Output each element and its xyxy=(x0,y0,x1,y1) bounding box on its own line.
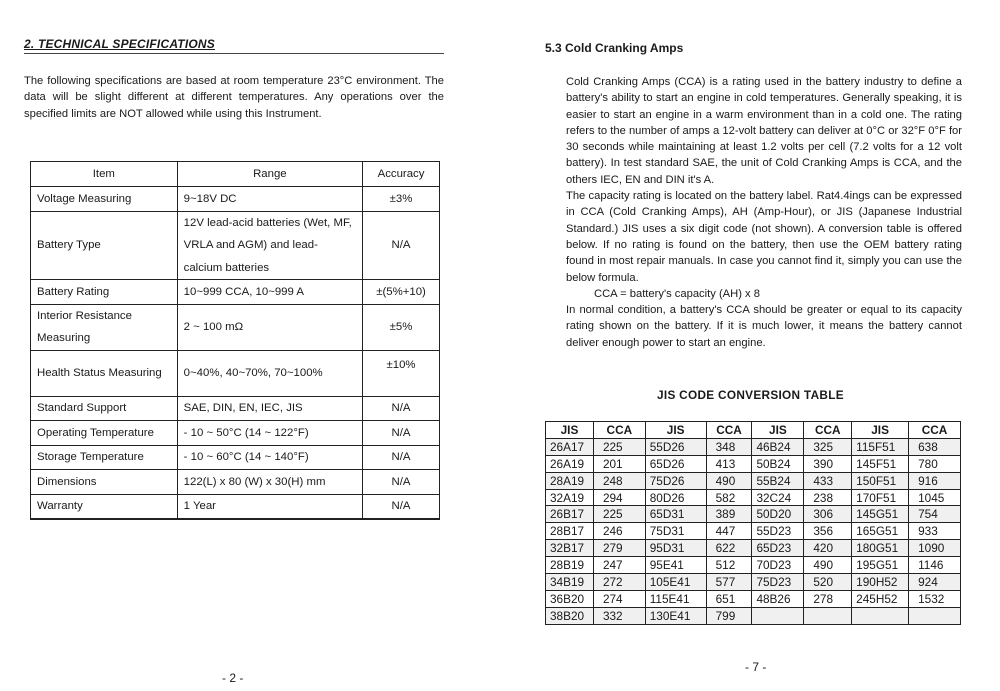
cca-value-cell: 1146 xyxy=(909,557,961,574)
cell-accuracy: N/A xyxy=(363,470,440,495)
cell-item: Dimensions xyxy=(31,470,178,495)
cell-range: - 10 ~ 60°C (14 ~ 140°F) xyxy=(177,445,362,470)
cell-accuracy: ±(5%+10) xyxy=(363,280,440,305)
cca-value-cell: 754 xyxy=(909,506,961,523)
jis-code-cell: 180G51 xyxy=(852,540,909,557)
jis-code-cell: 32A19 xyxy=(546,489,594,506)
cell-accuracy: ±3% xyxy=(363,187,440,212)
jis-code-cell: 95D31 xyxy=(645,540,706,557)
cell-accuracy: N/A xyxy=(363,494,440,519)
cell-item: Voltage Measuring xyxy=(31,187,178,212)
jis-header: JIS xyxy=(852,422,909,439)
jis-code-cell: 75D23 xyxy=(752,574,804,591)
cca-value-cell: 278 xyxy=(804,590,852,607)
intro-paragraph: The following specifications are based at room temperature 23°C environment. The data will be slight different at different temperatures. Any operations over the specified limits are NOT allowed while using this Instrument. xyxy=(24,75,444,120)
cell-item: Warranty xyxy=(31,494,178,519)
table-row xyxy=(31,304,440,350)
jis-code-cell: 26B17 xyxy=(546,506,594,523)
table-row xyxy=(31,445,440,470)
table-row xyxy=(546,590,961,607)
jis-code-cell: 28B17 xyxy=(546,523,594,540)
cell-range: 122(L) x 80 (W) x 30(H) mm xyxy=(177,470,362,495)
cca-value-cell: 933 xyxy=(909,523,961,540)
jis-code-cell: 130E41 xyxy=(645,607,706,624)
jis-conversion-table xyxy=(545,421,961,625)
jis-table-title: JIS CODE CONVERSION TABLE xyxy=(657,388,844,402)
cca-value-cell: 238 xyxy=(804,489,852,506)
table-row xyxy=(546,607,961,624)
cell-range: 10~999 CCA, 10~999 A xyxy=(177,280,362,305)
cca-value-cell: 294 xyxy=(593,489,645,506)
table-row xyxy=(546,523,961,540)
jis-code-cell: 70D23 xyxy=(752,557,804,574)
cca-value-cell: 433 xyxy=(804,472,852,489)
cca-formula: CCA = battery's capacity (AH) x 8 xyxy=(594,287,760,300)
jis-code-cell: 32B17 xyxy=(546,540,594,557)
jis-code-cell: 65D23 xyxy=(752,540,804,557)
jis-code-cell: 50B24 xyxy=(752,455,804,472)
cca-value-cell: 490 xyxy=(804,557,852,574)
jis-code-cell: 145F51 xyxy=(852,455,909,472)
jis-code-cell: 150F51 xyxy=(852,472,909,489)
jis-code-cell: 145G51 xyxy=(852,506,909,523)
section-title-cold-cranking-amps: 5.3 Cold Cranking Amps xyxy=(545,41,684,55)
cca-value-cell: 389 xyxy=(706,506,752,523)
cca-value-cell: 651 xyxy=(706,590,752,607)
cell-accuracy: N/A xyxy=(363,445,440,470)
cell-accuracy: N/A xyxy=(363,211,440,280)
cell-range: 1 Year xyxy=(177,494,362,519)
table-row xyxy=(31,494,440,519)
jis-code-cell: 65D31 xyxy=(645,506,706,523)
cca-value-cell: 272 xyxy=(593,574,645,591)
header-accuracy: Accuracy xyxy=(363,162,440,187)
jis-code-cell: 115E41 xyxy=(645,590,706,607)
jis-header-row xyxy=(546,422,961,439)
jis-code-cell: 95E41 xyxy=(645,557,706,574)
cell-range: 2 ~ 100 mΩ xyxy=(177,304,362,350)
jis-code-cell xyxy=(852,607,909,624)
cca-value-cell: 924 xyxy=(909,574,961,591)
cca-paragraph-1: Cold Cranking Amps (CCA) is a rating used in the battery industry to define a battery's ability to start an engine in cold temperatures. Generally speaking, it is easier to start an engine in a warm environment than in a cold one. The rating refers to the number of amps a 12-volt battery can deliver at 0°C or 32°F 0°F for 30 seconds while maintaining at least 1.2 volts per cell (7.2 volts for a 12 volt battery). In test standard SAE, the unit of Cold Cranking Amps is CCA, and the others IEC, EN and DIN it's A. xyxy=(566,76,962,186)
right-page xyxy=(545,40,963,351)
table-row xyxy=(546,455,961,472)
cca-paragraph-3: In normal condition, a battery's CCA should be greater or equal to its capacity rating shown on the battery. If it is much lower, it means the battery cannot deliver enough power to start an engine. xyxy=(566,304,962,349)
cca-value-cell: 1090 xyxy=(909,540,961,557)
cca-header: CCA xyxy=(909,422,961,439)
cca-value-cell: 325 xyxy=(804,438,852,455)
cell-range: SAE, DIN, EN, IEC, JIS xyxy=(177,396,362,421)
table-row xyxy=(546,472,961,489)
jis-code-cell: 105E41 xyxy=(645,574,706,591)
cell-item: Battery Type xyxy=(31,211,178,280)
cca-value-cell: 582 xyxy=(706,489,752,506)
jis-code-cell: 165G51 xyxy=(852,523,909,540)
cca-value-cell: 248 xyxy=(593,472,645,489)
cca-value-cell: 490 xyxy=(706,472,752,489)
cell-item: Standard Support xyxy=(31,396,178,421)
table-row xyxy=(546,506,961,523)
table-row xyxy=(31,211,440,280)
jis-code-cell: 195G51 xyxy=(852,557,909,574)
cca-paragraph-2: The capacity rating is located on the battery label. Rat4.4ings can be expressed in CCA (Cold Cranking Amps), AH (Amp-Hour), or JIS (Japanese Industrial Standard.) JIS uses a six digit code (not shown). A conversion table is offered below. If no rating is found on the battery, then use the OEM battery rating found in most repair manuals. In case you cannot find it, simply you can use the below formula. xyxy=(566,190,962,284)
left-page xyxy=(24,37,444,512)
cca-value-cell: 201 xyxy=(593,455,645,472)
jis-code-cell: 55D26 xyxy=(645,438,706,455)
jis-code-cell: 75D31 xyxy=(645,523,706,540)
table-row xyxy=(546,574,961,591)
cca-value-cell: 638 xyxy=(909,438,961,455)
cca-header: CCA xyxy=(706,422,752,439)
cell-range: 0~40%, 40~70%, 70~100% xyxy=(177,350,362,396)
jis-code-cell: 170F51 xyxy=(852,489,909,506)
header-item: Item xyxy=(31,162,178,187)
jis-code-cell: 115F51 xyxy=(852,438,909,455)
jis-code-cell: 75D26 xyxy=(645,472,706,489)
jis-code-cell: 46B24 xyxy=(752,438,804,455)
cca-value-cell: 332 xyxy=(593,607,645,624)
cell-range: - 10 ~ 50°C (14 ~ 122°F) xyxy=(177,421,362,446)
cca-value-cell: 413 xyxy=(706,455,752,472)
cca-value-cell: 512 xyxy=(706,557,752,574)
cca-value-cell xyxy=(804,607,852,624)
cca-value-cell: 246 xyxy=(593,523,645,540)
cca-value-cell: 520 xyxy=(804,574,852,591)
jis-code-cell: 55B24 xyxy=(752,472,804,489)
section-title-technical-specifications: 2. TECHNICAL SPECIFICATIONS xyxy=(24,38,444,54)
table-row xyxy=(31,470,440,495)
cca-value-cell: 577 xyxy=(706,574,752,591)
cell-range: 9~18V DC xyxy=(177,187,362,212)
cell-item: Health Status Measuring xyxy=(31,350,178,396)
cell-item: Battery Rating xyxy=(31,280,178,305)
cca-header: CCA xyxy=(593,422,645,439)
cca-value-cell xyxy=(909,607,961,624)
table-row xyxy=(546,557,961,574)
jis-code-cell: 28B19 xyxy=(546,557,594,574)
jis-code-cell: 38B20 xyxy=(546,607,594,624)
specifications-table xyxy=(30,161,440,520)
cca-value-cell: 306 xyxy=(804,506,852,523)
jis-code-cell: 48B26 xyxy=(752,590,804,607)
jis-header: JIS xyxy=(645,422,706,439)
cca-value-cell: 447 xyxy=(706,523,752,540)
cell-range: 12V lead-acid batteries (Wet, MF, VRLA and AGM) and lead-calcium batteries xyxy=(177,211,362,280)
cell-item: Operating Temperature xyxy=(31,421,178,446)
cca-value-cell: 622 xyxy=(706,540,752,557)
table-row xyxy=(546,540,961,557)
jis-code-cell: 50D20 xyxy=(752,506,804,523)
cca-value-cell: 1045 xyxy=(909,489,961,506)
cell-accuracy: ±10% xyxy=(363,350,440,396)
table-row xyxy=(31,187,440,212)
table-row xyxy=(31,396,440,421)
page-number-left: - 2 - xyxy=(222,671,244,685)
cca-value-cell: 279 xyxy=(593,540,645,557)
jis-code-cell: 55D23 xyxy=(752,523,804,540)
jis-code-cell: 28A19 xyxy=(546,472,594,489)
cca-value-cell: 225 xyxy=(593,506,645,523)
jis-code-cell: 26A17 xyxy=(546,438,594,455)
cca-value-cell: 274 xyxy=(593,590,645,607)
table-row xyxy=(546,489,961,506)
page-number-right: - 7 - xyxy=(745,660,767,674)
jis-code-cell: 26A19 xyxy=(546,455,594,472)
cca-value-cell: 916 xyxy=(909,472,961,489)
cca-value-cell: 348 xyxy=(706,438,752,455)
header-range: Range xyxy=(177,162,362,187)
jis-header: JIS xyxy=(546,422,594,439)
cell-accuracy: N/A xyxy=(363,421,440,446)
table-row xyxy=(31,280,440,305)
cca-value-cell: 799 xyxy=(706,607,752,624)
table-row xyxy=(31,421,440,446)
cell-accuracy: ±5% xyxy=(363,304,440,350)
cca-value-cell: 1532 xyxy=(909,590,961,607)
jis-code-cell: 245H52 xyxy=(852,590,909,607)
cell-accuracy: N/A xyxy=(363,396,440,421)
jis-code-cell: 65D26 xyxy=(645,455,706,472)
jis-code-cell: 190H52 xyxy=(852,574,909,591)
jis-code-cell xyxy=(752,607,804,624)
cell-item: Storage Temperature xyxy=(31,445,178,470)
jis-code-cell: 80D26 xyxy=(645,489,706,506)
jis-code-cell: 34B19 xyxy=(546,574,594,591)
table-row xyxy=(31,350,440,396)
table-row xyxy=(546,438,961,455)
cca-value-cell: 247 xyxy=(593,557,645,574)
cell-item: Interior Resistance Measuring xyxy=(31,304,178,350)
cca-value-cell: 420 xyxy=(804,540,852,557)
cca-value-cell: 390 xyxy=(804,455,852,472)
cca-body-text xyxy=(566,74,962,351)
jis-code-cell: 36B20 xyxy=(546,590,594,607)
cca-value-cell: 780 xyxy=(909,455,961,472)
cca-value-cell: 356 xyxy=(804,523,852,540)
jis-header: JIS xyxy=(752,422,804,439)
cca-value-cell: 225 xyxy=(593,438,645,455)
jis-code-cell: 32C24 xyxy=(752,489,804,506)
cca-header: CCA xyxy=(804,422,852,439)
